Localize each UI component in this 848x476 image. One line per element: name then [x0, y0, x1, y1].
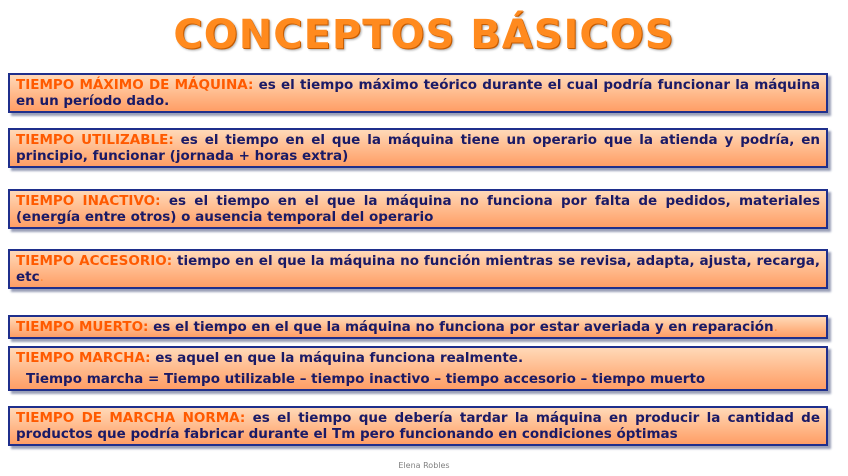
- concept-box-tiempo-marcha: [8, 346, 828, 391]
- concept-suffix: .: [39, 269, 44, 285]
- concept-definition: tiempo en el que la máquina no función mientras se revisa, adapta, ajusta, recarga, etc: [16, 253, 820, 285]
- concept-box-tiempo-utilizable: [8, 128, 828, 168]
- concept-definition: es el tiempo en el que la máquina tiene un operario que la atienda y podría, en principio, funcionar (jornada + horas extra): [16, 132, 820, 164]
- concept-term: TIEMPO DE MARCHA NORMA:: [16, 410, 246, 426]
- concept-definition: es el tiempo en el que la máquina no funciona por estar averiada y en reparación: [148, 319, 774, 335]
- footer-author: Elena Robles: [398, 461, 450, 470]
- concept-term: TIEMPO INACTIVO:: [16, 193, 161, 209]
- concept-box-tiempo-inactivo: [8, 189, 828, 229]
- concept-term: TIEMPO ACCESORIO:: [16, 253, 173, 269]
- concept-term: TIEMPO UTILIZABLE:: [16, 132, 174, 148]
- concept-box-tiempo-muerto: [8, 315, 828, 339]
- concept-box-tiempo-accesorio: [8, 249, 828, 289]
- concept-definition: es el tiempo en el que la máquina no funciona por falta de pedidos, materiales (energía entre otros) o ausencia temporal del operario: [16, 193, 820, 225]
- concept-box-tiempo-maximo: [8, 73, 828, 113]
- concept-term: TIEMPO MUERTO:: [16, 319, 149, 335]
- concept-suffix: .: [773, 319, 778, 335]
- concept-term: TIEMPO MÁXIMO DE MÁQUINA:: [16, 77, 254, 93]
- concept-definition: es el tiempo que debería tardar la máquina en producir la cantidad de productos que podría fabricar durante el Tm pero funcionando en condiciones óptimas: [16, 410, 820, 442]
- concept-definition: es aquel en que la máquina funciona realmente.: [150, 350, 524, 366]
- concept-term: TIEMPO MARCHA:: [16, 350, 151, 366]
- page-title: CONCEPTOS BÁSICOS: [173, 12, 675, 58]
- concept-definition: es el tiempo máximo teórico durante el cual podría funcionar la máquina en un período dado.: [16, 77, 820, 109]
- concept-box-tiempo-marcha-norma: [8, 406, 828, 446]
- concept-formula: Tiempo marcha = Tiempo utilizable – tiempo inactivo – tiempo accesorio – tiempo muerto: [26, 371, 706, 387]
